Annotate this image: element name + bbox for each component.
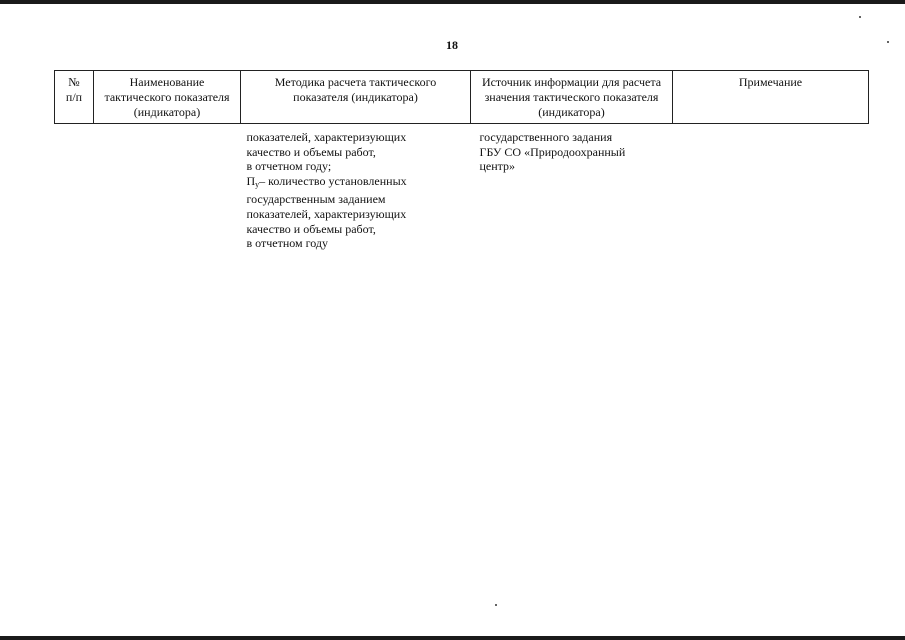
header-indicator-name: [94, 71, 241, 124]
source-text-line: центр»: [479, 159, 516, 174]
cell-note: [673, 124, 869, 251]
header-source-line: (индикатора): [538, 105, 605, 119]
scan-speck: [495, 604, 497, 606]
scan-bottom-border: [0, 636, 905, 640]
indicator-table: [54, 70, 869, 251]
header-name-line: Наименование: [129, 75, 205, 89]
header-source-line: Источник информации для расчета: [481, 75, 662, 89]
method-text-line: в отчетном году;: [246, 159, 332, 174]
method-formula-line: [247, 174, 471, 193]
table-header-row: [55, 71, 869, 124]
method-text-line: качество и объемы работ,: [246, 144, 376, 159]
source-text-line: ГБУ СО «Природоохранный: [479, 144, 626, 159]
method-text-line: показателей, характеризующих: [246, 130, 407, 144]
header-method-line: показателя (индикатора): [293, 90, 418, 104]
header-name-line: тактического показателя: [104, 90, 230, 104]
cell-number: [55, 124, 94, 251]
page-number: 18: [446, 38, 458, 52]
table-row: [55, 124, 869, 251]
header-number-line: п/п: [65, 90, 83, 104]
header-number: [55, 71, 94, 124]
scan-speck: [859, 16, 861, 18]
method-text-line: в отчетном году: [246, 236, 329, 251]
cell-calculation-method: [241, 124, 471, 251]
cell-information-source: [471, 124, 673, 251]
scan-speck: [887, 41, 889, 43]
header-note: [673, 71, 869, 124]
header-number-line: №: [68, 75, 80, 89]
header-method-line: Методика расчета тактического: [274, 75, 437, 89]
method-text-line: качество и объемы работ,: [246, 221, 376, 236]
cell-indicator-name: [94, 124, 241, 251]
py-symbol: П: [246, 173, 256, 188]
header-note-line: Примечание: [738, 75, 803, 89]
scan-top-border: [0, 0, 905, 4]
method-text-line: государственным заданием: [246, 192, 386, 207]
header-calculation-method: [241, 71, 471, 124]
method-text-fragment: – количество установленных: [259, 173, 407, 188]
py-subscript: у: [255, 179, 260, 189]
source-text-line: государственного задания: [479, 130, 613, 144]
method-text-line: показателей, характеризующих: [246, 206, 407, 221]
header-source-line: значения тактического показателя: [484, 90, 659, 104]
header-name-line: (индикатора): [133, 105, 201, 119]
header-information-source: [471, 71, 673, 124]
